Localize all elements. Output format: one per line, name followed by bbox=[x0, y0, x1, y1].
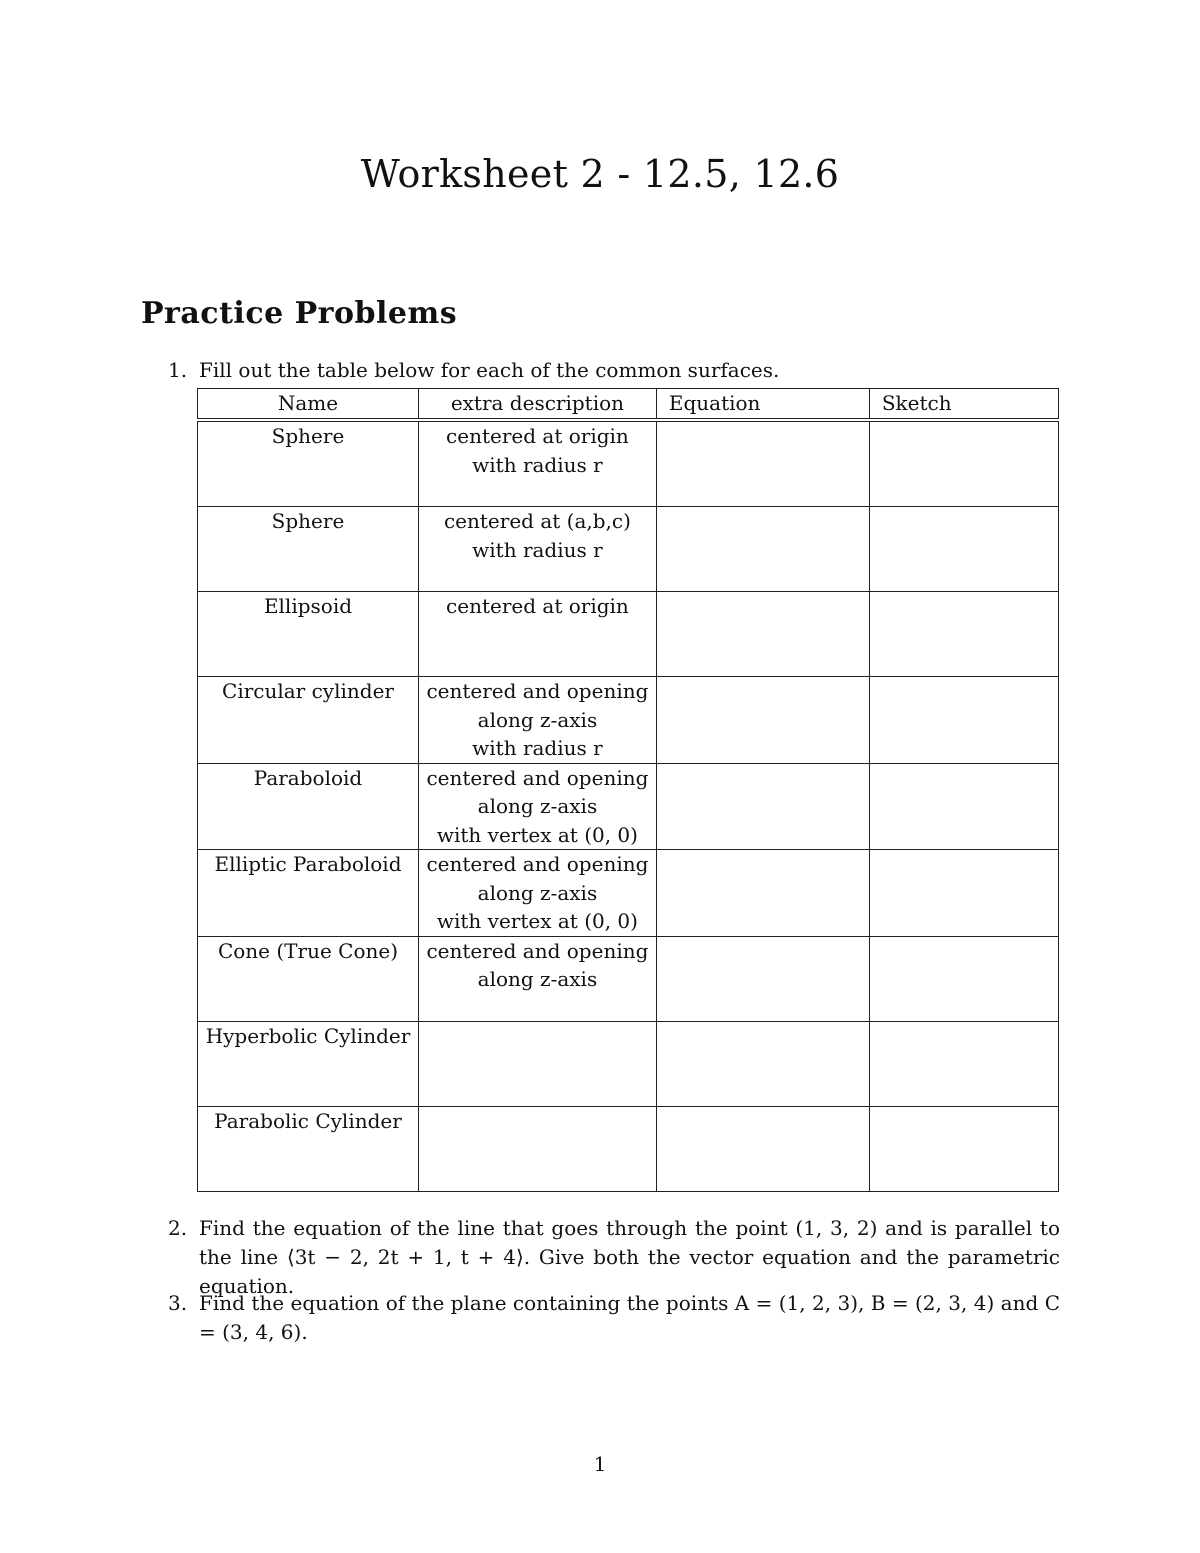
surface-name-cell: Ellipsoid bbox=[198, 592, 419, 677]
header-name: Name bbox=[198, 389, 419, 421]
equation-cell[interactable] bbox=[656, 420, 869, 507]
description-line: centered and opening bbox=[426, 765, 649, 790]
description-line: centered at (a,b,c) bbox=[443, 509, 631, 533]
description-line: centered and opening bbox=[426, 852, 649, 876]
surface-description-cell bbox=[418, 677, 656, 764]
surface-description-cell bbox=[418, 507, 656, 592]
problem-text: Find the equation of the line that goes through the point (1, 3, 2) and is parallel to the line ⟨3t − 2, 2t + 1, t + 4⟩. Give both the vector equation and the parametric equation. bbox=[199, 1216, 1060, 1298]
surface-name-cell: Paraboloid bbox=[198, 763, 419, 850]
problem-number: 1. bbox=[168, 358, 188, 382]
surface-description-cell bbox=[418, 420, 656, 507]
description-line: centered and opening bbox=[426, 679, 649, 703]
surface-description-cell bbox=[418, 850, 656, 937]
surface-description-cell bbox=[418, 592, 656, 677]
table-row bbox=[198, 1021, 1059, 1106]
description-line: centered at origin bbox=[446, 594, 629, 618]
surface-name-cell: Hyperbolic Cylinder bbox=[198, 1021, 419, 1106]
surface-description-cell bbox=[418, 1106, 656, 1191]
description-line: along z-axis bbox=[477, 707, 598, 732]
table-body bbox=[198, 420, 1059, 1191]
table-row bbox=[198, 677, 1059, 764]
sketch-cell[interactable] bbox=[869, 763, 1058, 850]
equation-cell[interactable] bbox=[656, 850, 869, 937]
table-header-row bbox=[198, 389, 1059, 421]
surface-name-cell: Cone (True Cone) bbox=[198, 936, 419, 1021]
surface-name-cell: Elliptic Paraboloid bbox=[198, 850, 419, 937]
equation-cell[interactable] bbox=[656, 507, 869, 592]
sketch-cell[interactable] bbox=[869, 677, 1058, 764]
header-equation: Equation bbox=[656, 389, 869, 421]
surfaces-table bbox=[197, 388, 1059, 1192]
surface-description-cell bbox=[418, 936, 656, 1021]
sketch-cell[interactable] bbox=[869, 850, 1058, 937]
surface-description-cell bbox=[418, 763, 656, 850]
table-row bbox=[198, 592, 1059, 677]
description-line: with radius r bbox=[472, 452, 603, 477]
description-line: with radius r bbox=[472, 736, 603, 760]
description-line: centered at origin bbox=[446, 424, 629, 448]
sketch-cell[interactable] bbox=[869, 936, 1058, 1021]
equation-cell[interactable] bbox=[656, 936, 869, 1021]
problem-text: Find the equation of the plane containing the points A = (1, 2, 3), B = (2, 3, 4) and C = (3, 4, 6). bbox=[199, 1291, 1060, 1344]
surface-name-cell: Circular cylinder bbox=[198, 677, 419, 764]
description-line: with vertex at (0, 0) bbox=[436, 909, 638, 933]
sketch-cell[interactable] bbox=[869, 1106, 1058, 1191]
surface-name-cell: Parabolic Cylinder bbox=[198, 1106, 419, 1191]
table-row bbox=[198, 420, 1059, 507]
problem-1 bbox=[168, 356, 1060, 385]
description-line: centered and opening bbox=[426, 938, 649, 963]
table-row bbox=[198, 507, 1059, 592]
equation-cell[interactable] bbox=[656, 1021, 869, 1106]
surface-name-cell: Sphere bbox=[198, 420, 419, 507]
problem-2 bbox=[168, 1214, 1060, 1301]
equation-cell[interactable] bbox=[656, 1106, 869, 1191]
table-row bbox=[198, 850, 1059, 937]
table-row bbox=[198, 1106, 1059, 1191]
problem-number: 3. bbox=[168, 1291, 188, 1315]
header-extra-description: extra description bbox=[418, 389, 656, 421]
problem-3 bbox=[168, 1289, 1060, 1347]
description-line: along z-axis bbox=[477, 794, 598, 818]
sketch-cell[interactable] bbox=[869, 420, 1058, 507]
equation-cell[interactable] bbox=[656, 677, 869, 764]
sketch-cell[interactable] bbox=[869, 507, 1058, 592]
problem-text: Fill out the table below for each of the common surfaces. bbox=[199, 358, 780, 382]
sketch-cell[interactable] bbox=[869, 1021, 1058, 1106]
description-line: with vertex at (0, 0) bbox=[436, 822, 638, 847]
surface-description-cell bbox=[418, 1021, 656, 1106]
table-row bbox=[198, 936, 1059, 1021]
page-number: 1 bbox=[593, 1452, 607, 1476]
equation-cell[interactable] bbox=[656, 763, 869, 850]
surface-name-cell: Sphere bbox=[198, 507, 419, 592]
description-line: along z-axis bbox=[477, 880, 598, 905]
description-line: with radius r bbox=[472, 537, 603, 562]
header-sketch: Sketch bbox=[869, 389, 1058, 421]
section-heading: Practice Problems bbox=[141, 296, 458, 331]
equation-cell[interactable] bbox=[656, 592, 869, 677]
sketch-cell[interactable] bbox=[869, 592, 1058, 677]
worksheet-title: Worksheet 2 - 12.5, 12.6 bbox=[360, 152, 840, 196]
problem-number: 2. bbox=[168, 1216, 188, 1240]
table-row bbox=[198, 763, 1059, 850]
description-line: along z-axis bbox=[477, 967, 598, 991]
